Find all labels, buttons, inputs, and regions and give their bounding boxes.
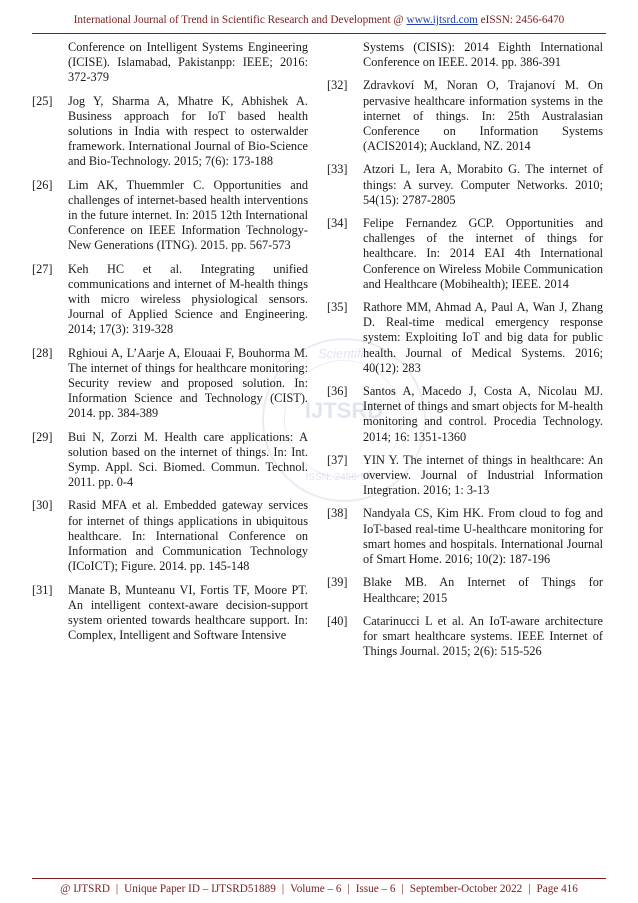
reference-text: Rghioui A, L’Aarje A, Elouaai F, Bouhorma M. The internet of things for healthcare monitoring: Security review and proposed solution. In: Information Science and Technology (CIST). 2014. pp. 384-389 [68,345,308,421]
reference-entry [32,430,308,491]
reference-text: Rathore MM, Ahmad A, Paul A, Wan J, Zhang D. Real-time medical emergency response system: Exploiting IoT and big data for public health. Journal of Medical Systems. 2016; 40(12): 283 [363,300,603,375]
footer-separator: | [528,883,531,895]
reference-number: [30] [32,498,53,513]
reference-entry [327,216,603,292]
reference-number: [32] [327,78,348,93]
reference-text: Systems (CISIS): 2014 Eighth International Conference on IEEE. 2014. pp. 386-391 [363,40,603,70]
reference-text: Lim AK, Thuemmler C. Opportunities and challenges of internet-based health interventions in the future internet. In: 2015 12th International Conference on IEEE Information Technology-New Generations (ITNG). 2015. pp. 567-573 [68,177,308,253]
footer-period: September-October 2022 [409,883,523,895]
running-header [0,14,638,26]
reference-entry [327,614,603,660]
reference-text: Catarinucci L et al. An IoT-aware architecture for smart healthcare systems. IEEE Internet of Things Journal. 2015; 2(6): 515-526 [363,613,603,659]
reference-text: Atzori L, Iera A, Morabito G. The internet of things: A survey. Computer Networks. 2010; 54(15): 2787-2805 [363,162,603,207]
reference-number: [25] [32,93,53,108]
reference-number: [35] [327,300,348,315]
reference-entry [32,94,308,170]
journal-url-link[interactable]: www.ijtsrd.com [406,14,478,26]
journal-title: International Journal of Trend in Scientific Research and Development @ [73,14,407,26]
reference-entry [327,300,603,376]
reference-text: Manate B, Munteanu VI, Fortis TF, Moore PT. An intelligent context-aware decision-support system oriented towards healthcare support. In: Complex, Intelligent and Software Intensive [68,582,308,643]
reference-number: [26] [32,177,53,192]
reference-text: Zdravkoví M, Noran O, Trajanoví M. On pervasive healthcare information systems in the internet of things. In: 25th Australasian Conference on Information Systems (ACIS2014); Auckland, NZ. 2014 [363,78,603,154]
reference-text: Santos A, Macedo J, Costa A, Nicolau MJ. Internet of things and smart objects for M-health monitoring and control. Procedia Technology. 2014; 16: 1351-1360 [363,384,603,444]
reference-number: [36] [327,384,348,399]
reference-entry [327,384,603,445]
reference-number: [37] [327,452,348,467]
reference-text: Bui N, Zorzi M. Health care applications: A solution based on the internet of things. In: Int. Symp. Appl. Sci. Biomed. Commun. Technol. 2011. pp. 0-4 [68,429,308,490]
reference-entry [327,506,603,567]
header-divider [32,33,606,34]
reference-text: Rasid MFA et al. Embedded gateway services for internet of things applications in ubiquitous healthcare. In: International Conference on Information and Communication Technology (ICoICT); Figure. 2014. pp. 145-148 [68,498,308,574]
reference-entry [327,453,603,499]
reference-entry [32,498,308,574]
reference-number: [28] [32,345,53,360]
footer-separator: | [401,883,404,895]
seal-bottom-text: ISSN: 2456-6470 [305,472,383,483]
reference-number: [31] [32,582,53,597]
reference-text: Conference on Intelligent Systems Engineering (ICISE). Islamabad, Pakistanpp: IEEE; 2016: 372-379 [68,40,308,85]
reference-number: [33] [327,162,348,177]
reference-entry [327,575,603,605]
reference-number: [40] [327,613,348,628]
footer-volume: Volume – 6 [290,883,342,895]
reference-number: [29] [32,429,53,444]
footer-divider [32,878,606,879]
reference-entry [32,178,308,254]
running-footer [0,883,638,895]
left-reference-column [32,40,308,651]
footer-page-number: Page 416 [536,883,578,895]
footer-separator: | [347,883,350,895]
reference-text: YIN Y. The internet of things in healthcare: An overview. Journal of Industrial Information Integration. 2016; 1: 3-13 [363,452,603,498]
reference-text: Jog Y, Sharma A, Mhatre K, Abhishek A. Business approach for IoT based health solutions in India with respect to osterwalder framework. International Journal of Bio-Science and Bio-Technology. 2015; 7(6): 173-188 [68,93,308,169]
footer-separator: | [281,883,285,895]
reference-number: [34] [327,216,348,231]
footer-separator: | [115,883,119,895]
footer-paper-id: Unique Paper ID – IJTSRD51889 [124,883,276,895]
reference-text: Nandyala CS, Kim HK. From cloud to fog and IoT-based real-time U-healthcare monitoring for smart homes and hospitals. International Journal of Smart Home. 2016; 10(2): 187-196 [363,506,603,567]
issn-text: eISSN: 2456-6470 [477,14,565,26]
reference-entry [32,346,308,422]
seal-top-text: Scientific [317,346,371,361]
reference-entry [32,40,308,86]
reference-entry [327,40,603,70]
reference-text: Blake MB. An Internet of Things for Healthcare; 2015 [363,575,603,605]
seal-center-text: IJTSRD [304,398,384,423]
reference-number: [38] [327,506,348,521]
reference-entry [32,262,308,338]
right-reference-column [327,40,603,667]
reference-number: [27] [32,261,53,276]
reference-text: Felipe Fernandez GCP. Opportunities and challenges of the internet of things for healthcare. In: 2014 EAI 4th International Conference on Wireless Mobile Communication and Healthcare (Mobihealth); IEEE. 2014 [363,216,603,291]
reference-entry [327,162,603,208]
reference-text: Keh HC et al. Integrating unified communications and internet of M-health things with micro wireless physiological sensors. Journal of Applied Science and Engineering. 2014; 17(3): 319-328 [68,261,308,337]
footer-issue: Issue – 6 [355,883,396,895]
reference-number: [39] [327,575,348,590]
footer-journal: @ IJTSRD [60,883,110,895]
reference-entry [327,78,603,154]
reference-entry [32,583,308,644]
